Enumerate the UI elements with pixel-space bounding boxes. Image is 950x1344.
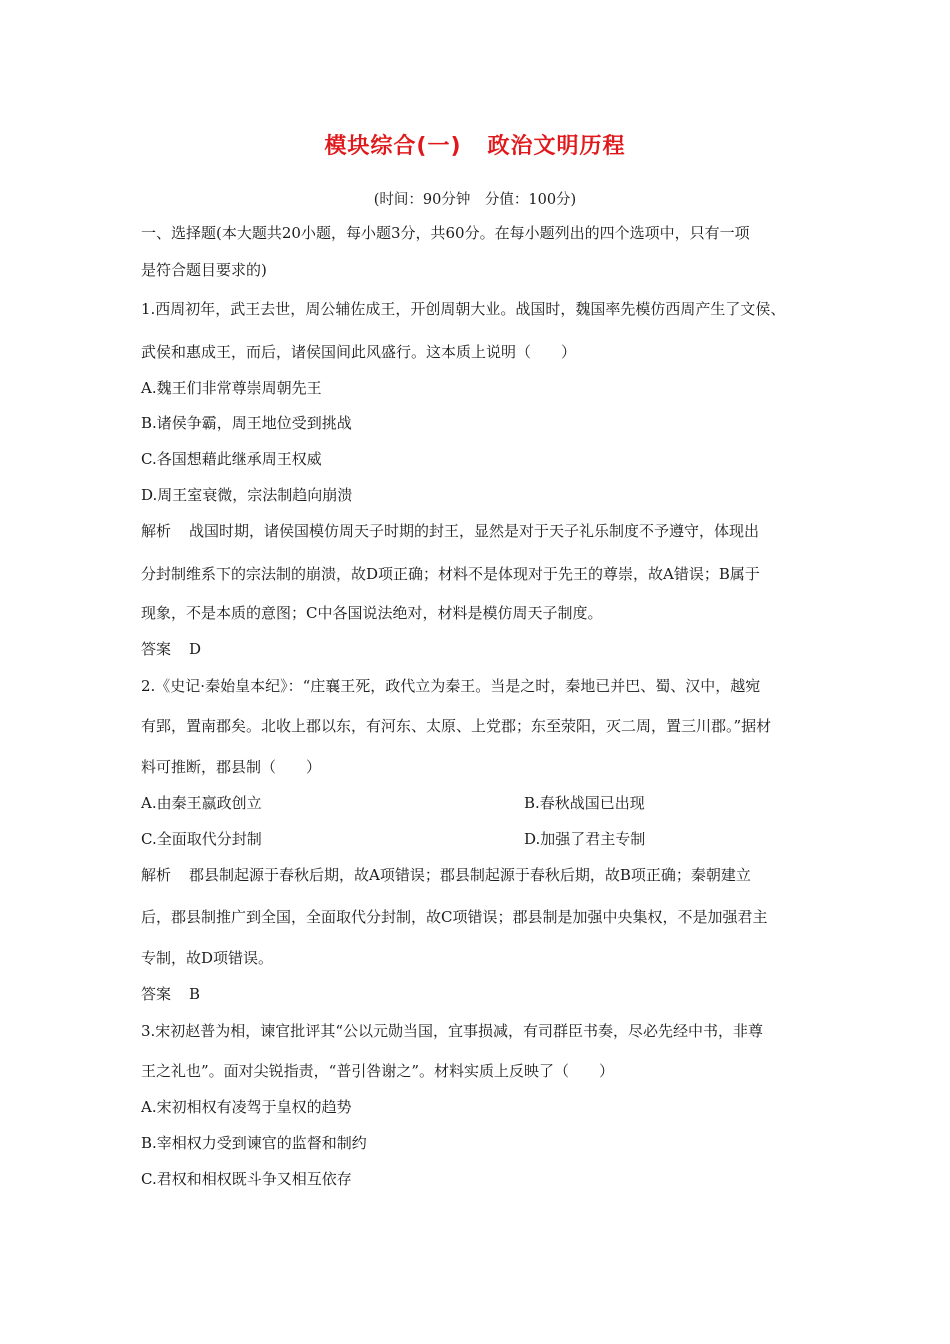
q3-stem-line2: 王之礼也”。面对尖锐指责，“普引咎谢之”。材料实质上反映了（ ） xyxy=(141,1062,615,1080)
title-module: 模块综合(一) xyxy=(324,134,462,159)
page-title xyxy=(0,130,950,164)
q1-option-a: A.魏王们非常尊崇周朝先王 xyxy=(141,379,322,397)
q2-stem-line2: 有郢，置南郡矣。北收上郡以东，有河东、太原、上党郡；东至荥阳，灭二周，置三川郡。”据材 xyxy=(141,717,772,735)
q2-analysis-line1 xyxy=(141,864,821,886)
q3-option-b: B.宰相权力受到谏官的监督和制约 xyxy=(141,1134,367,1152)
q1-analysis-text1: 战国时期，诸侯国模仿周天子时期的封王，显然是对于天子礼乐制度不予遵守，体现出 xyxy=(189,522,760,540)
q2-analysis-text1: 郡县制起源于春秋后期，故A项错误；郡县制起源于春秋后期，故B项正确；秦朝建立 xyxy=(189,866,751,884)
q2-answer-value: B xyxy=(189,985,201,1003)
q1-analysis-line3: 现象，不是本质的意图；C中各国说法绝对，材料是模仿周天子制度。 xyxy=(141,604,603,622)
q1-answer xyxy=(141,638,821,660)
q3-option-c: C.君权和相权既斗争又相互依存 xyxy=(141,1170,352,1188)
q1-analysis-label: 解析 xyxy=(141,522,172,540)
q1-option-b: B.诸侯争霸，周王地位受到挑战 xyxy=(141,414,352,432)
q1-analysis-line1 xyxy=(141,520,821,542)
q2-analysis-line2: 后，郡县制推广到全国，全面取代分封制，故C项错误；郡县制是加强中央集权，不是加强君主 xyxy=(141,908,768,926)
q1-stem-line2: 武侯和惠成王，而后，诸侯国间此风盛行。这本质上说明（ ） xyxy=(141,343,577,361)
q2-analysis-label: 解析 xyxy=(141,866,172,884)
q2-option-b: B.春秋战国已出现 xyxy=(524,794,645,812)
q2-stem-line1: 2.《史记·秦始皇本纪》：“庄襄王死，政代立为秦王。当是之时，秦地已并巴、蜀、汉中，越宛 xyxy=(141,677,761,695)
q2-answer-label: 答案 xyxy=(141,985,172,1003)
q1-stem-line1: 1.西周初年，武王去世，周公辅佐成王，开创周朝大业。战国时，魏国率先模仿西周产生了文侯、 xyxy=(141,300,786,318)
q2-analysis-line3: 专制，故D项错误。 xyxy=(141,949,274,967)
exam-info: (时间：90分钟 分值：100分) xyxy=(373,192,577,208)
section-heading-line1: 一、选择题(本大题共20小题，每小题3分，共60分。在每小题列出的四个选项中，只有一项 xyxy=(141,224,750,242)
q1-option-c: C.各国想藉此继承周王权威 xyxy=(141,450,322,468)
q2-answer xyxy=(141,983,821,1005)
q3-stem-line1: 3.宋初赵普为相，谏官批评其“公以元勋当国，宜事损减，有司群臣书奏，尽必先经中书，非尊 xyxy=(141,1022,763,1040)
section-heading-line2: 是符合题目要求的) xyxy=(141,261,267,279)
q1-answer-value: D xyxy=(189,640,202,658)
q3-option-a: A.宋初相权有凌驾于皇权的趋势 xyxy=(141,1098,352,1116)
q1-answer-label: 答案 xyxy=(141,640,172,658)
q2-option-d: D.加强了君主专制 xyxy=(524,830,646,848)
q1-option-d: D.周王室衰微，宗法制趋向崩溃 xyxy=(141,486,353,504)
q2-option-a: A.由秦王嬴政创立 xyxy=(141,794,262,812)
q1-analysis-line2: 分封制维系下的宗法制的崩溃，故D项正确；材料不是体现对于先王的尊崇，故A错误；B属于 xyxy=(141,565,760,583)
q2-option-c: C.全面取代分封制 xyxy=(141,830,262,848)
title-topic: 政治文明历程 xyxy=(487,134,626,159)
q2-stem-line3: 料可推断，郡县制（ ） xyxy=(141,758,322,776)
